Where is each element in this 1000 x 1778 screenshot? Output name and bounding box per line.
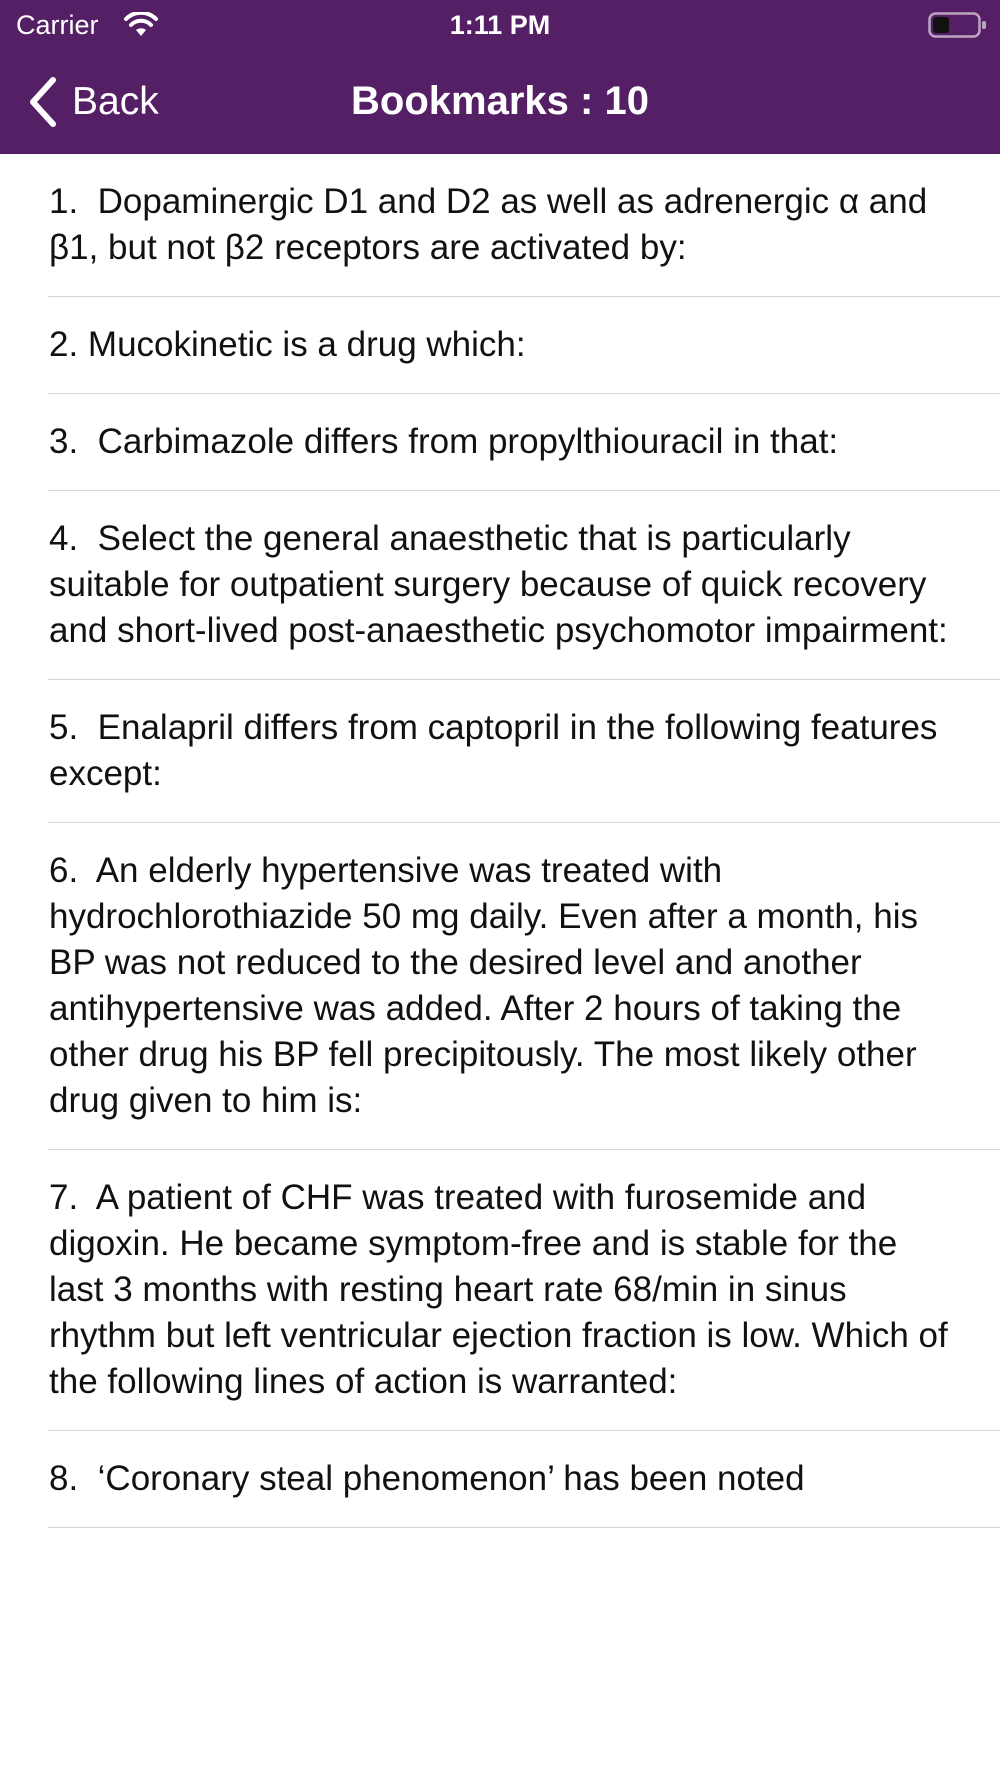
question-text: 5. Enalapril differs from captopril in the following features except:	[49, 708, 948, 793]
top-bar	[0, 0, 1000, 154]
list-item[interactable]	[48, 154, 1000, 297]
question-text: 1. Dopaminergic D1 and D2 as well as adrenergic α and β1, but not β2 receptors are activated by:	[49, 182, 937, 267]
bookmark-list[interactable]	[0, 154, 1000, 1778]
question-text: 7. A patient of CHF was treated with furosemide and digoxin. He became symptom-free and is stable for the last 3 months with resting heart rate 68/min in sinus rhythm but left ventricular ejection fraction is low. Which of the following lines of action is warranted:	[49, 1178, 958, 1401]
list-item[interactable]	[48, 1431, 1000, 1528]
question-text: 6. An elderly hypertensive was treated with hydrochlorothiazide 50 mg daily. Even after a month, his BP was not reduced to the desired level and another antihypertensive was added. After 2 hours of taking the other drug his BP fell precipitously. The most likely other drug given to him is:	[49, 851, 928, 1120]
question-text: 8. ‘Coronary steal phenomenon’ has been noted	[49, 1459, 805, 1498]
status-bar	[0, 0, 1000, 50]
status-time: 1:11 PM	[449, 10, 551, 40]
list-item[interactable]	[48, 823, 1000, 1150]
list-item[interactable]	[48, 680, 1000, 823]
navigation-bar	[0, 50, 1000, 154]
back-label: Back	[72, 80, 159, 123]
question-text: 4. Select the general anaesthetic that is particularly suitable for outpatient surgery because of quick recovery and short-lived post-anaesthetic psychomotor impairment:	[49, 519, 948, 650]
question-text: 3. Carbimazole differs from propylthiouracil in that:	[49, 422, 839, 461]
list-item[interactable]	[48, 491, 1000, 680]
list-item[interactable]	[48, 297, 1000, 394]
carrier-label: Carrier	[16, 10, 99, 40]
battery-icon	[928, 12, 988, 38]
list-item[interactable]	[48, 1150, 1000, 1431]
list-item[interactable]	[48, 394, 1000, 491]
page-title: Bookmarks : 10	[351, 79, 649, 123]
question-text: 2. Mucokinetic is a drug which:	[49, 325, 526, 364]
